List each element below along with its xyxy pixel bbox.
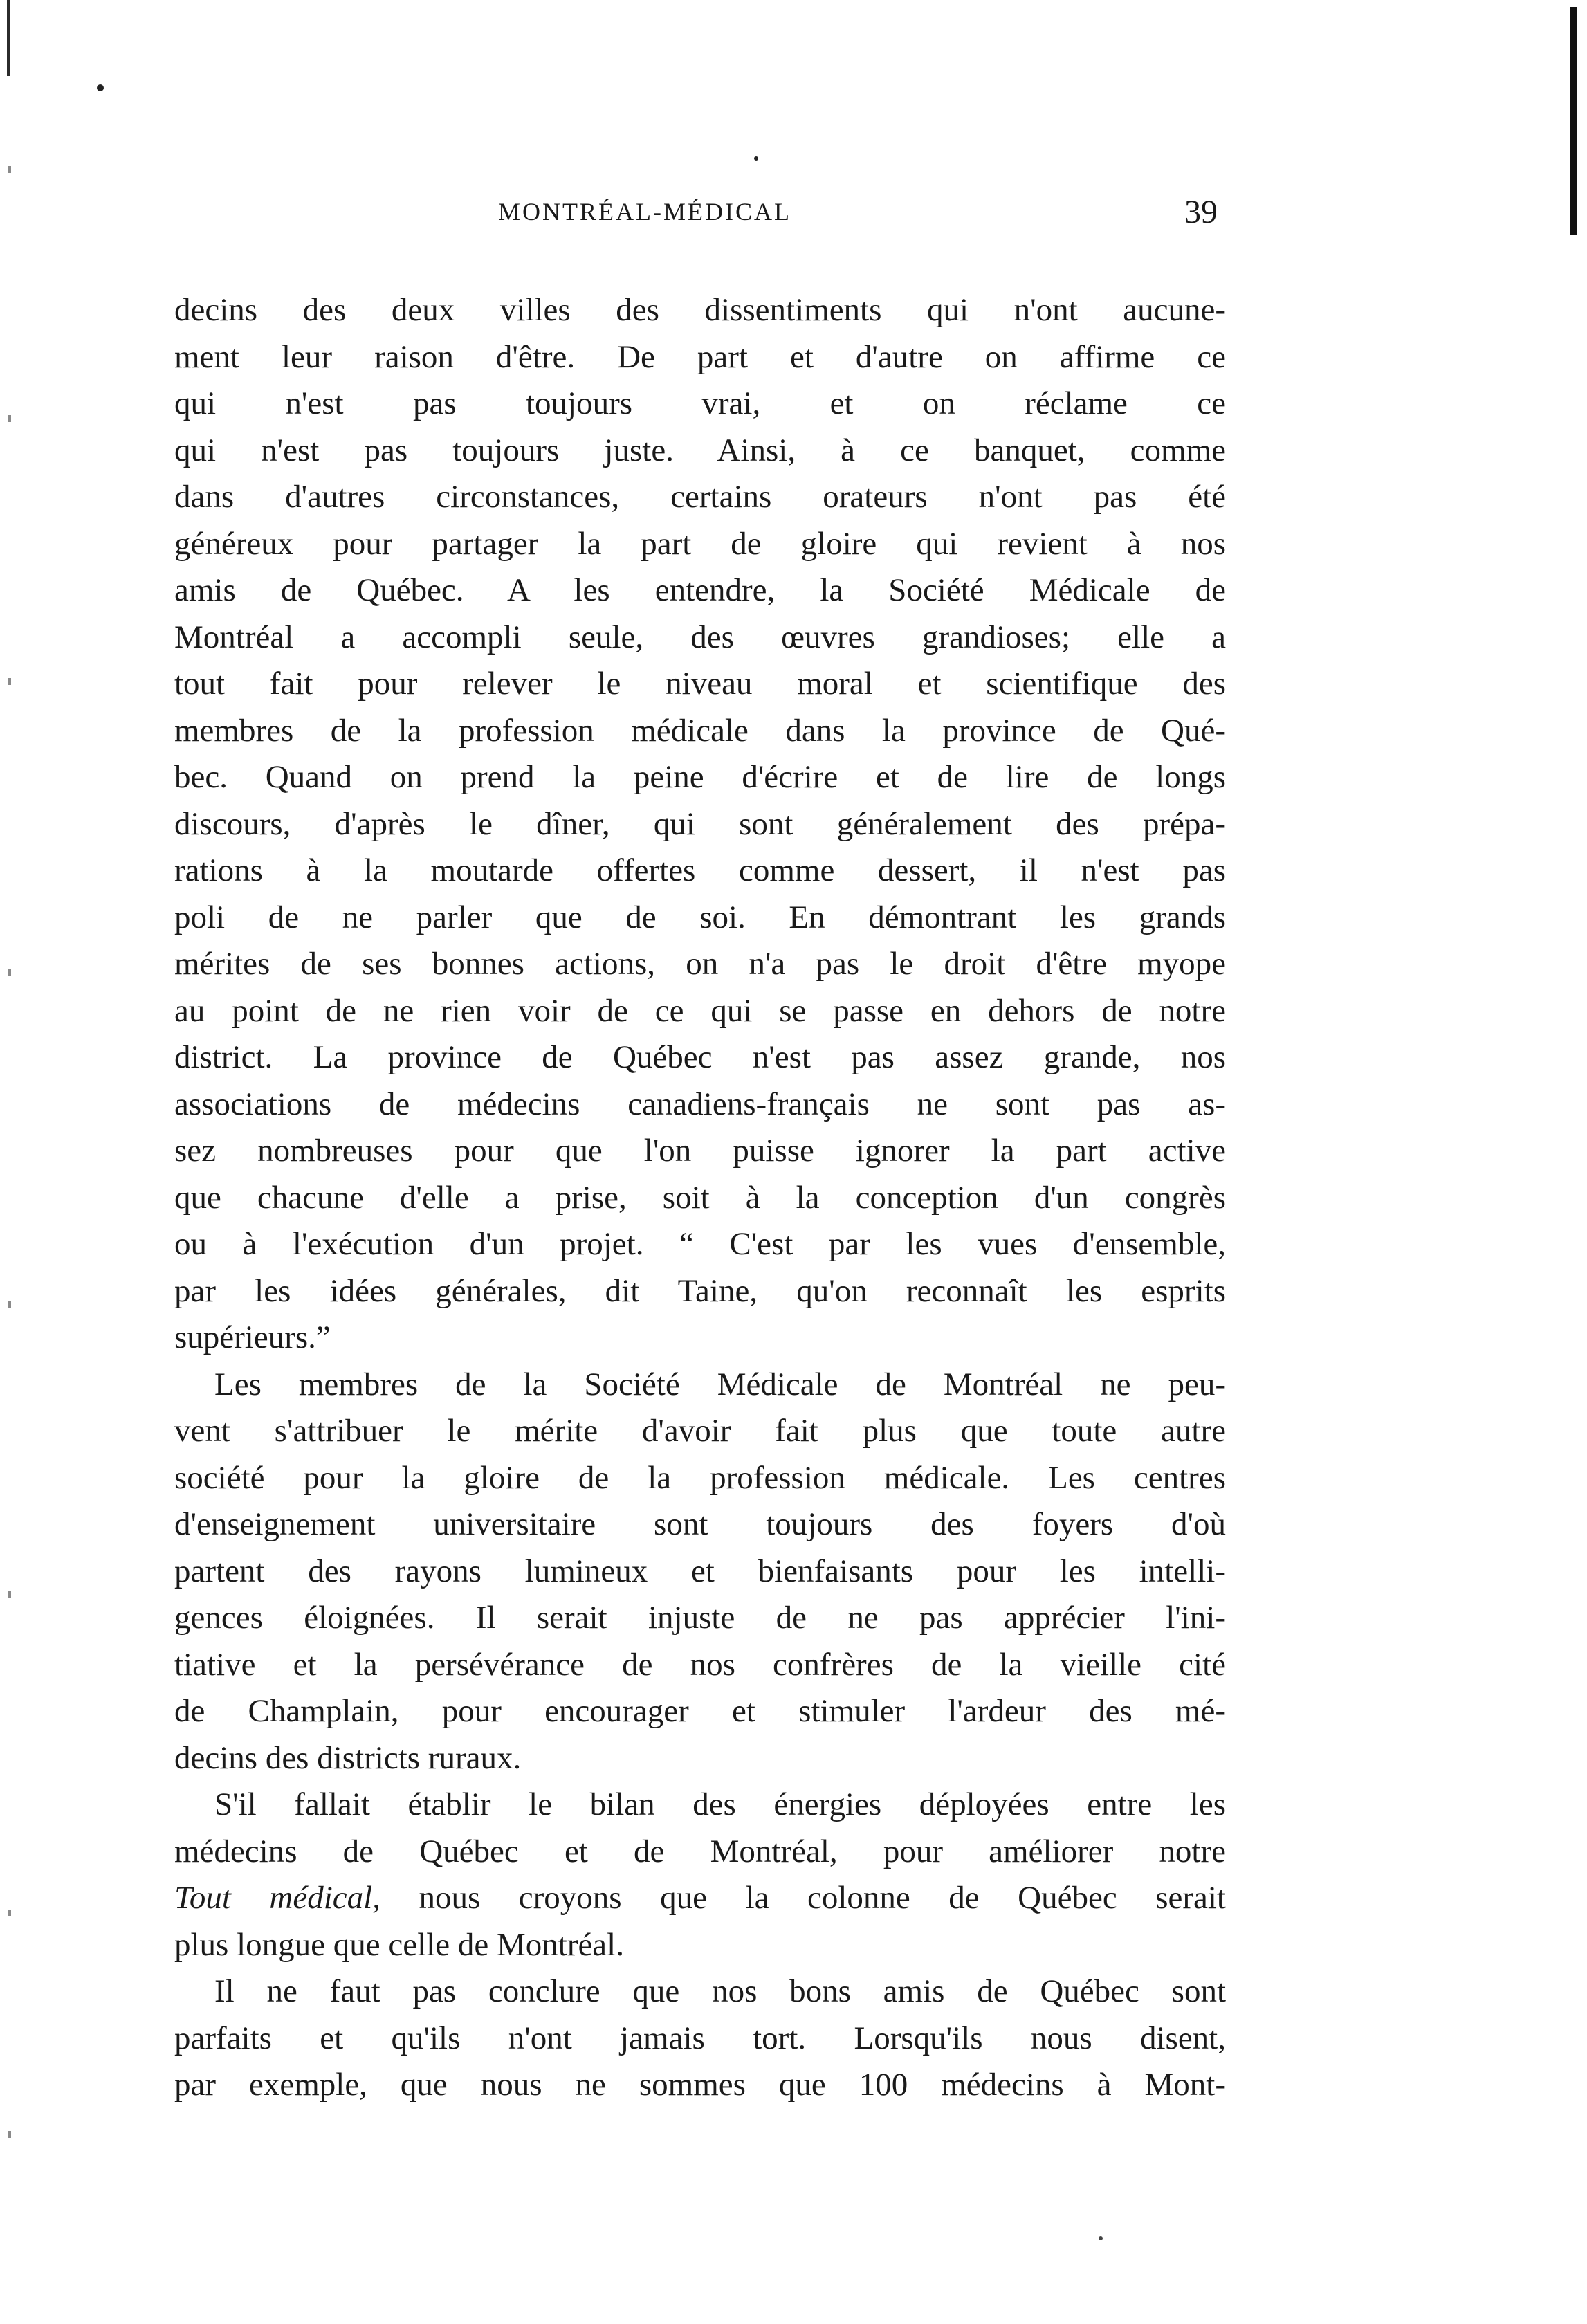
text-line: membres de la profession médicale dans la province de Qué- <box>174 712 1226 749</box>
text-line: gences éloignées. Il serait injuste de ne pas apprécier l'ini- <box>174 1600 1226 1636</box>
paragraph-start-line: S'il fallait établir le bilan des énergies déployées entre les <box>214 1786 1226 1822</box>
scan-tick <box>8 1910 11 1916</box>
text-line: poli de ne parler que de soi. En démontrant les grands <box>174 899 1226 935</box>
text-line: société pour la gloire de la profession médicale. Les centres <box>174 1459 1226 1496</box>
text-line: qui n'est pas toujours juste. Ainsi, à ce banquet, comme <box>174 432 1226 468</box>
text-line: que chacune d'elle a prise, soit à la conception d'un congrès <box>174 1179 1226 1216</box>
text-fragment: nous croyons que la colonne de Québec serait <box>380 1880 1226 1916</box>
scan-tick <box>8 166 11 173</box>
scan-edge-rule <box>7 0 10 76</box>
paragraph-start-line: Il ne faut pas conclure que nos bons amis de Québec sont <box>214 1973 1226 2009</box>
text-line: rations à la moutarde offertes comme dessert, il n'est pas <box>174 852 1226 888</box>
scan-tick <box>8 1591 11 1598</box>
scan-tick <box>8 2131 11 2138</box>
text-line: par exemple, que nous ne sommes que 100 médecins à Mont- <box>174 2067 1226 2103</box>
text-line: discours, d'après le dîner, qui sont généralement des prépa- <box>174 805 1226 842</box>
scan-tick <box>8 678 11 685</box>
page-number: 39 <box>1184 194 1218 230</box>
text-line: par les idées générales, dit Taine, qu'on reconnaît les esprits <box>174 1272 1226 1309</box>
text-line: district. La province de Québec n'est pas assez grande, nos <box>174 1039 1226 1075</box>
body-text <box>174 287 1226 2109</box>
text-line: bec. Quand on prend la peine d'écrire et de lire de longs <box>174 759 1226 795</box>
running-head <box>0 194 1587 239</box>
text-line: sez nombreuses pour que l'on puisse ignorer la part active <box>174 1133 1226 1169</box>
scan-tick <box>8 969 11 976</box>
text-line: partent des rayons lumineux et bienfaisants pour les intelli- <box>174 1553 1226 1589</box>
scan-speck <box>754 156 758 161</box>
text-line: médecins de Québec et de Montréal, pour améliorer notre <box>174 1833 1226 1869</box>
text-line: qui n'est pas toujours vrai, et on réclame ce <box>174 385 1226 421</box>
paragraph-start-line: Les membres de la Société Médicale de Montréal ne peu- <box>214 1366 1226 1402</box>
scan-speck <box>1099 2236 1103 2240</box>
text-line: généreux pour partager la part de gloire qui revient à nos <box>174 525 1226 562</box>
text-line: Montréal a accompli seule, des œuvres grandioses; elle a <box>174 619 1226 655</box>
paragraph-end-line: plus longue que celle de Montréal. <box>174 1926 624 1963</box>
text-line: mérites de ses bonnes actions, on n'a pas le droit d'être myope <box>174 946 1226 982</box>
scan-margin-marks <box>4 0 21 2324</box>
scan-tick <box>8 1301 11 1308</box>
text-line: tiative et la persévérance de nos confrères de la vieille cité <box>174 1646 1226 1683</box>
text-line: de Champlain, pour encourager et stimuler l'ardeur des mé- <box>174 1693 1226 1729</box>
italic-term: Tout médical, <box>174 1880 380 1916</box>
paragraph-end-line: decins des districts ruraux. <box>174 1739 522 1776</box>
text-line-with-italic <box>174 1875 1226 1922</box>
text-line: au point de ne rien voir de ce qui se passe en dehors de notre <box>174 992 1226 1029</box>
text-line: parfaits et qu'ils n'ont jamais tort. Lorsqu'ils nous disent, <box>174 2020 1226 2056</box>
scan-tick <box>8 415 11 422</box>
text-line: amis de Québec. A les entendre, la Société Médicale de <box>174 572 1226 608</box>
text-line: vent s'attribuer le mérite d'avoir fait plus que toute autre <box>174 1413 1226 1449</box>
text-line: dans d'autres circonstances, certains orateurs n'ont pas été <box>174 479 1226 515</box>
paragraph-end-line: supérieurs.” <box>174 1319 331 1355</box>
text-line: decins des deux villes des dissentiments qui n'ont aucune- <box>174 292 1226 328</box>
running-title: MONTRÉAL-MÉDICAL <box>498 198 791 226</box>
text-line: ou à l'exécution d'un projet. “ C'est par les vues d'ensemble, <box>174 1226 1226 1262</box>
text-line: associations de médecins canadiens-français ne sont pas as- <box>174 1086 1226 1122</box>
text-line: d'enseignement universitaire sont toujours des foyers d'où <box>174 1506 1226 1542</box>
text-line: ment leur raison d'être. De part et d'autre on affirme ce <box>174 338 1226 375</box>
text-line: tout fait pour relever le niveau moral et scientifique des <box>174 666 1226 702</box>
scan-speck <box>97 84 104 91</box>
